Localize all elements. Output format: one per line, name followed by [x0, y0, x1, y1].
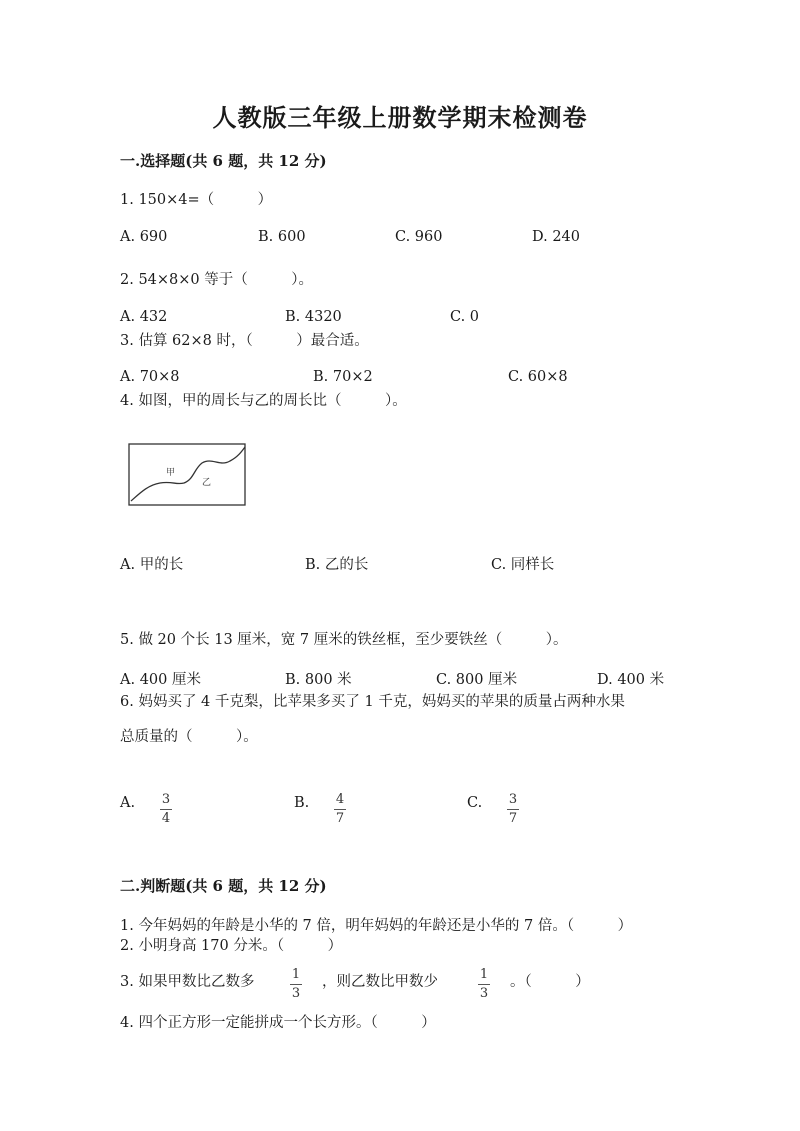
q1-option-d: D. 240 [532, 229, 581, 245]
q6-option-b-fraction [334, 788, 346, 826]
q6-option-a-fraction [160, 788, 172, 826]
q2-option-a: A. 432 [120, 309, 168, 325]
fraction-denominator: 7 [508, 811, 518, 826]
figure-label-yi: 乙 [202, 478, 212, 488]
section-heading-choice: 一.选择题(共 6 题，共 12 分) [120, 152, 327, 170]
fraction-numerator: 3 [161, 792, 171, 807]
q2-option-b: B. 4320 [285, 309, 342, 325]
q2-option-c: C. 0 [450, 309, 480, 325]
q6-option-b-label: B. [294, 795, 310, 811]
q6-option-a-label: A. [120, 795, 136, 811]
question-5: 5. 做 20 个长 13 厘米，宽 7 厘米的铁丝框，至少要铁丝（ ）。 [120, 632, 568, 648]
figure-label-jia: 甲 [166, 468, 176, 478]
judgment-q3-fraction-2 [478, 963, 490, 1001]
q1-option-b: B. 600 [258, 229, 306, 245]
fraction-denominator: 3 [479, 986, 489, 1001]
q1-option-c: C. 960 [395, 229, 443, 245]
q4-option-b: B. 乙的长 [305, 557, 369, 573]
q6-option-c-fraction [507, 788, 519, 826]
q5-option-d: D. 400 米 [597, 672, 665, 688]
q4-option-c: C. 同样长 [491, 557, 555, 573]
section-heading-judgment: 二.判断题(共 6 题，共 12 分) [120, 877, 327, 895]
page-title: 人教版三年级上册数学期末检测卷 [212, 103, 588, 132]
q3-option-a: A. 70×8 [120, 369, 180, 385]
judgment-question-4: 4. 四个正方形一定能拼成一个长方形。（ ） [120, 1015, 436, 1031]
q5-option-a: A. 400 厘米 [120, 672, 201, 688]
fraction-numerator: 1 [479, 967, 489, 982]
question-2: 2. 54×8×0 等于（ ）。 [120, 272, 314, 288]
judgment-question-3-part3: 。（ ） [510, 974, 590, 990]
fraction-numerator: 3 [508, 792, 518, 807]
question-3: 3. 估算 62×8 时，（ ）最合适。 [120, 333, 369, 349]
question-6-line1: 6. 妈妈买了 4 千克梨，比苹果多买了 1 千克，妈妈买的苹果的质量占两种水果 [120, 694, 625, 710]
judgment-q3-fraction-1 [290, 963, 302, 1001]
q5-option-c: C. 800 厘米 [436, 672, 518, 688]
judgment-question-3-part1: 3. 如果甲数比乙数多 [120, 974, 255, 990]
perimeter-figure [128, 443, 248, 511]
q1-option-a: A. 690 [120, 229, 168, 245]
q3-option-b: B. 70×2 [313, 369, 373, 385]
fraction-denominator: 4 [161, 811, 171, 826]
fraction-numerator: 4 [335, 792, 345, 807]
judgment-question-3-part2: ，则乙数比甲数少 [322, 974, 438, 990]
q6-option-c-label: C. [467, 795, 483, 811]
question-1: 1. 150×4=（ ） [120, 192, 273, 208]
judgment-question-1: 1. 今年妈妈的年龄是小华的 7 倍，明年妈妈的年龄还是小华的 7 倍。（ ） [120, 918, 633, 934]
q5-option-b: B. 800 米 [285, 672, 352, 688]
judgment-question-2: 2. 小明身高 170 分米。（ ） [120, 938, 343, 954]
q4-option-a: A. 甲的长 [120, 557, 184, 573]
fraction-denominator: 7 [335, 811, 345, 826]
question-6-line2: 总质量的（ ）。 [120, 729, 258, 745]
q3-option-c: C. 60×8 [508, 369, 568, 385]
fraction-denominator: 3 [291, 986, 301, 1001]
fraction-numerator: 1 [291, 967, 301, 982]
question-4: 4. 如图，甲的周长与乙的周长比（ ）。 [120, 393, 407, 409]
